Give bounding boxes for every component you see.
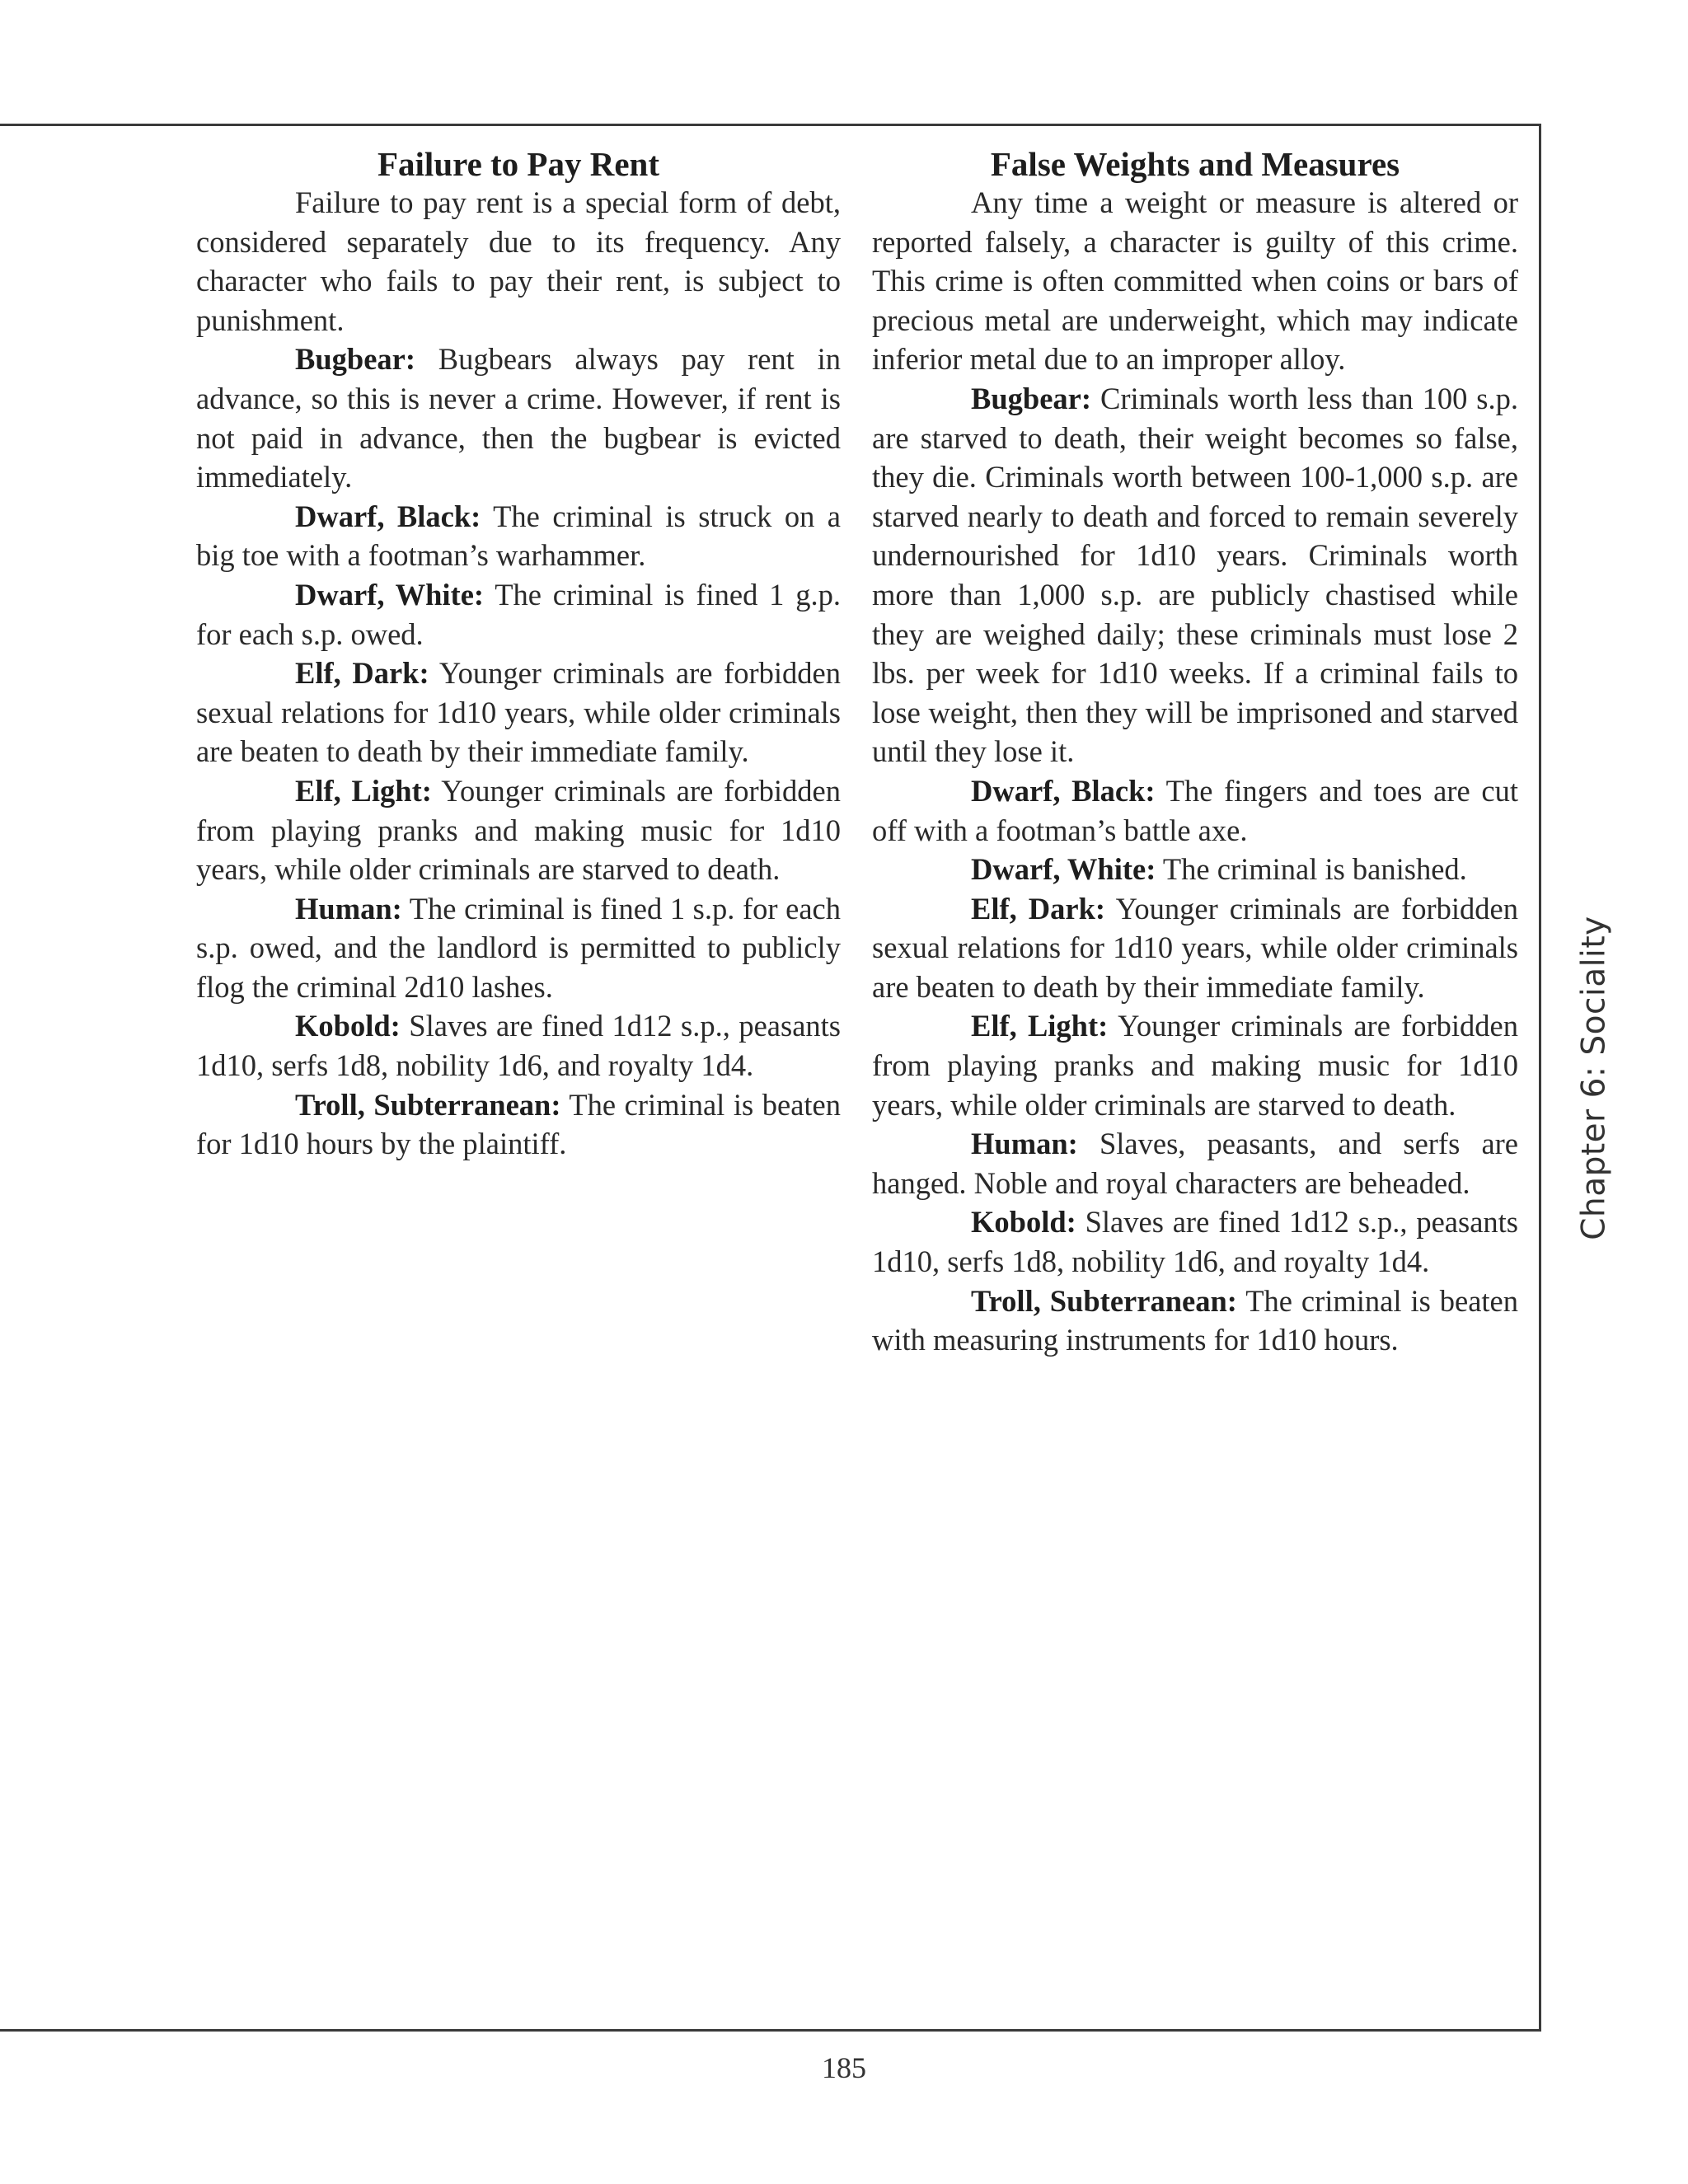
entry-paragraph xyxy=(196,575,841,654)
entry-paragraph xyxy=(196,771,841,889)
race-label: Troll, Subterranean: xyxy=(971,1283,1237,1318)
entry-paragraph xyxy=(196,1085,841,1164)
race-label: Elf, Dark: xyxy=(295,656,429,691)
race-label: Elf, Light: xyxy=(295,773,432,808)
entry-text: Criminals worth less than 100 s.p. are starved to death, their weight becomes so false, they die. Criminals worth between 100-1,000 s.p. are starved nearly to death and forced to remain severely undernourished for 1d10 years. Criminals worth more than 1,000 s.p. are publicly chastised while they are weighed daily; these criminals must lose 2 lbs. per week for 1d10 weeks. If a criminal fails to lose weight, then they will be imprisoned and starved until they lose it. xyxy=(872,381,1518,769)
entry-text: The criminal is fined 1 g.p. for each s.p. owed. xyxy=(196,577,841,651)
entry-paragraph xyxy=(872,850,1518,889)
entry-paragraph xyxy=(872,771,1518,850)
entry-text: Younger criminals are forbidden from playing pranks and making music for 1d10 years, while older criminals are starved to death. xyxy=(196,773,841,887)
entry-text: Slaves are fined 1d12 s.p., peasants 1d10, serfs 1d8, nobility 1d6, and royalty 1d4. xyxy=(872,1205,1518,1279)
section-heading-failure-to-pay-rent: Failure to Pay Rent xyxy=(377,145,659,183)
entry-text: The criminal is beaten with measuring instruments for 1d10 hours. xyxy=(872,1283,1518,1357)
entry-paragraph xyxy=(872,1202,1518,1281)
entry-paragraph xyxy=(872,1006,1518,1124)
race-label: Bugbear: xyxy=(295,342,415,377)
entry-text: The criminal is banished. xyxy=(1156,852,1467,887)
entry-paragraph xyxy=(196,654,841,771)
entry-text: Bugbears always pay rent in advance, so this is never a crime. However, if rent is not paid in advance, then the bugbear is evicted immediately. xyxy=(196,342,841,494)
race-label: Dwarf, White: xyxy=(295,577,485,612)
entry-text: Slaves are fined 1d12 s.p., peasants 1d10, serfs 1d8, nobility 1d6, and royalty 1d4. xyxy=(196,1009,841,1083)
race-label: Bugbear: xyxy=(971,381,1091,415)
entry-paragraph xyxy=(196,1006,841,1085)
entry-text: Younger criminals are forbidden from playing pranks and making music for 1d10 years, while older criminals are starved to death. xyxy=(872,1009,1518,1122)
entry-paragraph xyxy=(872,1282,1518,1360)
race-label: Elf, Light: xyxy=(971,1009,1109,1043)
entry-text: Slaves, peasants, and serfs are hanged. Noble and royal characters are beheaded. xyxy=(872,1127,1518,1200)
race-label: Elf, Dark: xyxy=(971,891,1106,926)
race-label: Human: xyxy=(295,891,402,926)
race-label: Kobold: xyxy=(295,1009,401,1043)
chapter-label: Chapter 6: Sociality xyxy=(1575,915,1613,1240)
entry-paragraph xyxy=(872,1124,1518,1202)
race-label: Dwarf, White: xyxy=(971,852,1156,887)
race-label: Kobold: xyxy=(971,1205,1076,1240)
intro-paragraph: Failure to pay rent is a special form of debt, considered separately due to its frequency. Any character who fails to pay their rent, is subject to punishment. xyxy=(196,185,841,337)
entry-paragraph xyxy=(196,497,841,575)
race-label: Troll, Subterranean: xyxy=(295,1087,561,1122)
entry-paragraph xyxy=(872,889,1518,1007)
race-label: Human: xyxy=(971,1127,1078,1161)
left-column xyxy=(196,142,841,1164)
page-number: 185 xyxy=(822,2051,866,2084)
right-column xyxy=(872,142,1518,1360)
section-heading-false-weights: False Weights and Measures xyxy=(990,145,1400,183)
race-label: Dwarf, Black: xyxy=(971,773,1156,808)
entry-paragraph xyxy=(196,340,841,496)
race-label: Dwarf, Black: xyxy=(295,499,481,533)
entry-text: The criminal is beaten for 1d10 hours by the plaintiff. xyxy=(196,1087,841,1161)
intro-paragraph: Any time a weight or measure is altered or reported falsely, a character is guilty of this crime. This crime is often committed when coins or bars of precious metal are underweight, which may indicate inferior metal due to an improper alloy. xyxy=(872,185,1518,377)
entry-text: Younger criminals are forbidden sexual relations for 1d10 years, while older criminals are beaten to death by their immediate family. xyxy=(872,891,1518,1004)
entry-paragraph xyxy=(196,889,841,1007)
chapter-sidebar xyxy=(1571,915,1617,1240)
entry-text: The criminal is struck on a big toe with a footman’s warhammer. xyxy=(196,499,842,573)
entry-text: The fingers and toes are cut off with a footman’s battle axe. xyxy=(872,773,1519,847)
entry-paragraph xyxy=(872,379,1518,771)
entry-text: The criminal is fined 1 s.p. for each s.p. owed, and the landlord is permitted to publicly flog the criminal 2d10 lashes. xyxy=(196,891,841,1004)
entry-text: Younger criminals are forbidden sexual relations for 1d10 years, while older criminals are beaten to death by their immediate family. xyxy=(196,656,841,769)
